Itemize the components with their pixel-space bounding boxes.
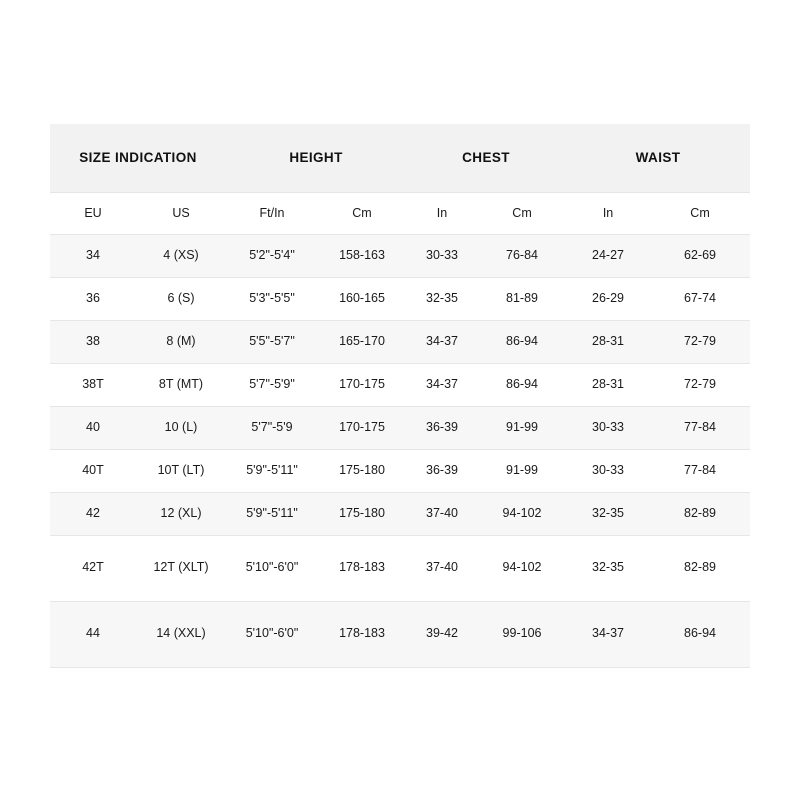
cell-eu — [50, 535, 136, 601]
cell-chest-cm — [478, 492, 566, 535]
sub-header-us: US — [136, 192, 226, 234]
cell-text: 37-40 — [426, 505, 458, 520]
sub-header-height-cm: Cm — [318, 192, 406, 234]
cell-text: 170-175 — [339, 419, 385, 434]
cell-text: 86-94 — [506, 333, 539, 348]
table-row — [50, 535, 750, 601]
table-head — [50, 124, 750, 234]
sub-header-waist-cm: Cm — [650, 192, 750, 234]
cell-height-cm — [318, 535, 406, 601]
cell-waist-cm — [650, 406, 750, 449]
cell-chest-in — [406, 363, 478, 406]
cell-height-cm — [318, 234, 406, 277]
cell-waist-in — [566, 492, 650, 535]
cell-text: 10T (LT) — [157, 462, 205, 477]
cell-text: 36-39 — [426, 419, 458, 434]
cell-chest-in — [406, 601, 478, 667]
table-row — [50, 406, 750, 449]
cell-us — [136, 234, 226, 277]
cell-text: 36-39 — [426, 462, 458, 477]
cell-text: 170-175 — [339, 376, 385, 391]
cell-waist-in — [566, 449, 650, 492]
cell-text: 42 — [86, 505, 100, 520]
cell-height-ftin — [226, 492, 318, 535]
cell-us — [136, 320, 226, 363]
cell-us — [136, 492, 226, 535]
cell-text: 34-37 — [592, 626, 625, 641]
cell-text: 39-42 — [426, 626, 458, 641]
cell-text: 32-35 — [592, 505, 625, 520]
cell-text: 165-170 — [339, 333, 385, 348]
cell-height-cm — [318, 277, 406, 320]
cell-waist-cm — [650, 320, 750, 363]
group-header-row — [50, 124, 750, 192]
cell-text: 5'9"-5'11" — [246, 462, 298, 477]
group-header-height: HEIGHT — [289, 149, 343, 165]
cell-chest-cm — [478, 234, 566, 277]
table-row — [50, 277, 750, 320]
cell-text: 175-180 — [339, 505, 385, 520]
table-row — [50, 449, 750, 492]
cell-chest-cm — [478, 601, 566, 667]
cell-chest-cm — [478, 363, 566, 406]
cell-text: 94-102 — [502, 505, 542, 520]
cell-text: 5'2"-5'4" — [249, 247, 295, 262]
cell-waist-in — [566, 363, 650, 406]
cell-text: 4 (XS) — [163, 247, 199, 262]
cell-chest-in — [406, 234, 478, 277]
cell-text: 82-89 — [684, 560, 717, 575]
cell-chest-in — [406, 535, 478, 601]
cell-text: 37-40 — [426, 560, 458, 575]
cell-eu — [50, 449, 136, 492]
cell-text: 160-165 — [339, 290, 385, 305]
cell-text: 91-99 — [506, 419, 539, 434]
cell-text: 67-74 — [684, 290, 717, 305]
cell-text: 38 — [86, 333, 100, 348]
cell-text: 44 — [86, 626, 100, 641]
cell-text: 5'5"-5'7" — [249, 333, 295, 348]
cell-us — [136, 363, 226, 406]
cell-text: 34-37 — [426, 376, 458, 391]
cell-text: 30-33 — [592, 462, 625, 477]
sub-header-row — [50, 192, 750, 234]
cell-height-ftin — [226, 320, 318, 363]
cell-text: 5'7"-5'9" — [249, 376, 295, 391]
cell-text: 8 (M) — [166, 333, 196, 348]
cell-waist-cm — [650, 449, 750, 492]
cell-text: 26-29 — [592, 290, 625, 305]
cell-waist-in — [566, 601, 650, 667]
cell-text: 30-33 — [592, 419, 625, 434]
cell-text: 91-99 — [506, 462, 539, 477]
cell-text: 77-84 — [684, 419, 717, 434]
cell-text: 99-106 — [502, 626, 542, 641]
cell-us — [136, 449, 226, 492]
sub-header-chest-cm: Cm — [478, 192, 566, 234]
cell-text: 82-89 — [684, 505, 717, 520]
cell-us — [136, 535, 226, 601]
group-header-size-indication: SIZE INDICATION — [79, 149, 197, 165]
cell-waist-in — [566, 535, 650, 601]
cell-height-ftin — [226, 535, 318, 601]
cell-text: 12 (XL) — [160, 505, 202, 520]
cell-eu — [50, 234, 136, 277]
cell-eu — [50, 363, 136, 406]
cell-chest-in — [406, 320, 478, 363]
table-row — [50, 234, 750, 277]
cell-eu — [50, 601, 136, 667]
cell-text: 32-35 — [426, 290, 458, 305]
cell-text: 6 (S) — [167, 290, 195, 305]
size-chart-table — [50, 124, 750, 668]
cell-waist-in — [566, 406, 650, 449]
sub-header-waist-in: In — [566, 192, 650, 234]
cell-chest-in — [406, 449, 478, 492]
cell-text: 86-94 — [506, 376, 539, 391]
cell-waist-in — [566, 277, 650, 320]
cell-text: 40T — [82, 462, 104, 477]
cell-height-cm — [318, 449, 406, 492]
table-row — [50, 492, 750, 535]
cell-text: 8T (MT) — [158, 376, 204, 391]
cell-height-cm — [318, 363, 406, 406]
cell-chest-cm — [478, 535, 566, 601]
cell-us — [136, 277, 226, 320]
cell-waist-cm — [650, 492, 750, 535]
cell-text: 24-27 — [592, 247, 625, 262]
cell-text: 5'10"-6'0" — [245, 626, 299, 641]
cell-text: 178-183 — [339, 560, 385, 575]
cell-text: 10 (L) — [164, 419, 198, 434]
cell-waist-in — [566, 320, 650, 363]
cell-text: 178-183 — [339, 626, 385, 641]
cell-height-ftin — [226, 601, 318, 667]
table-row — [50, 363, 750, 406]
cell-chest-cm — [478, 406, 566, 449]
cell-chest-cm — [478, 320, 566, 363]
sub-header-eu: EU — [50, 192, 136, 234]
cell-height-ftin — [226, 406, 318, 449]
cell-text: 36 — [86, 290, 100, 305]
cell-text: 14 (XXL) — [156, 626, 206, 641]
cell-text: 34-37 — [426, 333, 458, 348]
cell-text: 32-35 — [592, 560, 625, 575]
cell-text: 28-31 — [592, 376, 625, 391]
cell-text: 28-31 — [592, 333, 625, 348]
cell-text: 5'3"-5'5" — [249, 290, 295, 305]
cell-height-ftin — [226, 234, 318, 277]
cell-height-ftin — [226, 277, 318, 320]
cell-text: 5'7"-5'9 — [251, 419, 293, 434]
table-row — [50, 320, 750, 363]
cell-text: 72-79 — [684, 333, 717, 348]
cell-text: 72-79 — [684, 376, 717, 391]
sub-header-chest-in: In — [406, 192, 478, 234]
cell-chest-in — [406, 406, 478, 449]
group-header-waist: WAIST — [635, 149, 681, 165]
cell-text: 86-94 — [684, 626, 717, 641]
cell-text: 77-84 — [684, 462, 717, 477]
cell-height-cm — [318, 492, 406, 535]
sub-header-height-ftin: Ft/In — [226, 192, 318, 234]
cell-text: 5'10"-6'0" — [245, 560, 299, 575]
cell-eu — [50, 492, 136, 535]
cell-chest-in — [406, 277, 478, 320]
cell-waist-cm — [650, 535, 750, 601]
cell-waist-cm — [650, 363, 750, 406]
cell-text: 38T — [82, 376, 104, 391]
cell-text: 5'9"-5'11" — [246, 505, 298, 520]
cell-text: 34 — [86, 247, 100, 262]
cell-waist-in — [566, 234, 650, 277]
cell-text: 12T (XLT) — [153, 560, 209, 575]
cell-chest-in — [406, 492, 478, 535]
cell-text: 158-163 — [339, 247, 385, 262]
cell-height-cm — [318, 601, 406, 667]
table-row — [50, 601, 750, 667]
cell-text: 42T — [82, 560, 104, 575]
size-chart-container — [50, 124, 750, 668]
cell-us — [136, 406, 226, 449]
cell-eu — [50, 320, 136, 363]
group-header-chest: CHEST — [462, 149, 510, 165]
cell-text: 81-89 — [506, 290, 539, 305]
cell-text: 175-180 — [339, 462, 385, 477]
cell-height-cm — [318, 320, 406, 363]
cell-height-cm — [318, 406, 406, 449]
cell-text: 76-84 — [506, 247, 539, 262]
cell-eu — [50, 406, 136, 449]
cell-text: 62-69 — [684, 247, 717, 262]
cell-text: 40 — [86, 419, 100, 434]
cell-waist-cm — [650, 277, 750, 320]
cell-chest-cm — [478, 449, 566, 492]
cell-waist-cm — [650, 601, 750, 667]
cell-height-ftin — [226, 363, 318, 406]
cell-us — [136, 601, 226, 667]
cell-waist-cm — [650, 234, 750, 277]
cell-height-ftin — [226, 449, 318, 492]
cell-chest-cm — [478, 277, 566, 320]
cell-eu — [50, 277, 136, 320]
cell-text: 94-102 — [502, 560, 542, 575]
cell-text: 30-33 — [426, 247, 458, 262]
table-body — [50, 234, 750, 667]
